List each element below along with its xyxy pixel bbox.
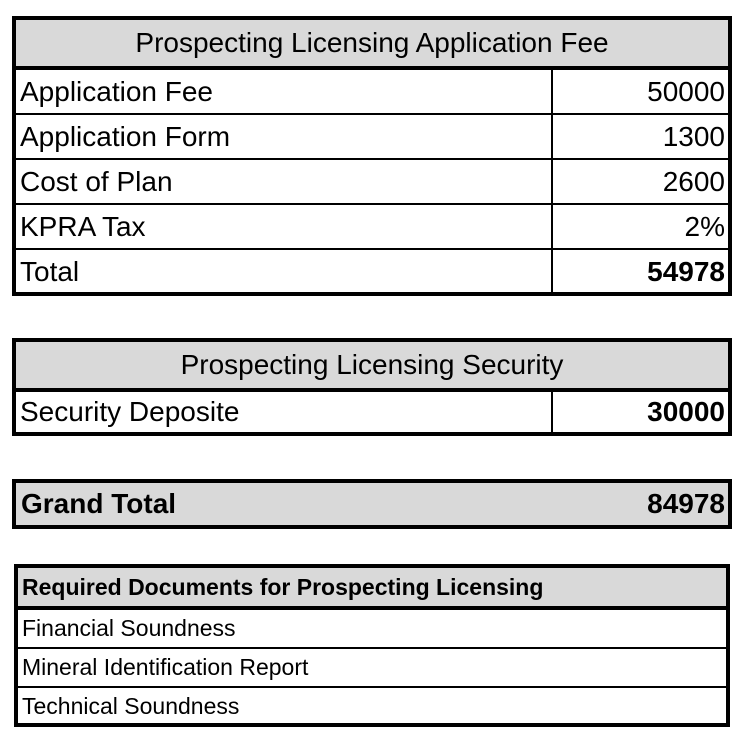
- document-label: Financial Soundness: [22, 615, 236, 641]
- row-value: 2%: [551, 205, 728, 248]
- grand-total-label: Grand Total: [21, 488, 177, 519]
- total-row: [16, 248, 728, 293]
- table-row: [16, 390, 728, 432]
- total-label: Total: [20, 255, 80, 287]
- list-item: [18, 647, 726, 686]
- row-label: KPRA Tax: [20, 210, 146, 242]
- application-fee-title: Prospecting Licensing Application Fee: [135, 27, 609, 58]
- table-row: [16, 68, 728, 113]
- list-item: [18, 608, 726, 647]
- row-value: 1300: [551, 115, 728, 158]
- row-label: Application Form: [20, 120, 231, 152]
- application-fee-table: [12, 16, 732, 296]
- required-documents-title: Required Documents for Prospecting Licensing: [22, 573, 544, 600]
- required-documents-table: [14, 564, 730, 727]
- table-row: [16, 203, 728, 248]
- total-value: 54978: [551, 250, 728, 293]
- grand-total-value: 84978: [647, 488, 725, 519]
- document-label: Mineral Identification Report: [22, 654, 309, 680]
- grand-total-table: [12, 479, 732, 529]
- list-item: [18, 686, 726, 725]
- required-documents-header: [18, 568, 726, 608]
- security-header: [16, 342, 728, 390]
- security-title: Prospecting Licensing Security: [180, 349, 564, 380]
- row-value: 50000: [551, 70, 728, 113]
- security-deposit-label: Security Deposite: [20, 396, 240, 427]
- row-label: Cost of Plan: [20, 165, 173, 197]
- grand-total-row: [16, 483, 728, 525]
- security-table: [12, 338, 732, 436]
- application-fee-header: [16, 20, 728, 68]
- row-value: 2600: [551, 160, 728, 203]
- table-row: [16, 113, 728, 158]
- document-label: Technical Soundness: [22, 693, 240, 719]
- table-row: [16, 158, 728, 203]
- security-deposit-value: 30000: [551, 392, 728, 432]
- row-label: Application Fee: [20, 75, 214, 107]
